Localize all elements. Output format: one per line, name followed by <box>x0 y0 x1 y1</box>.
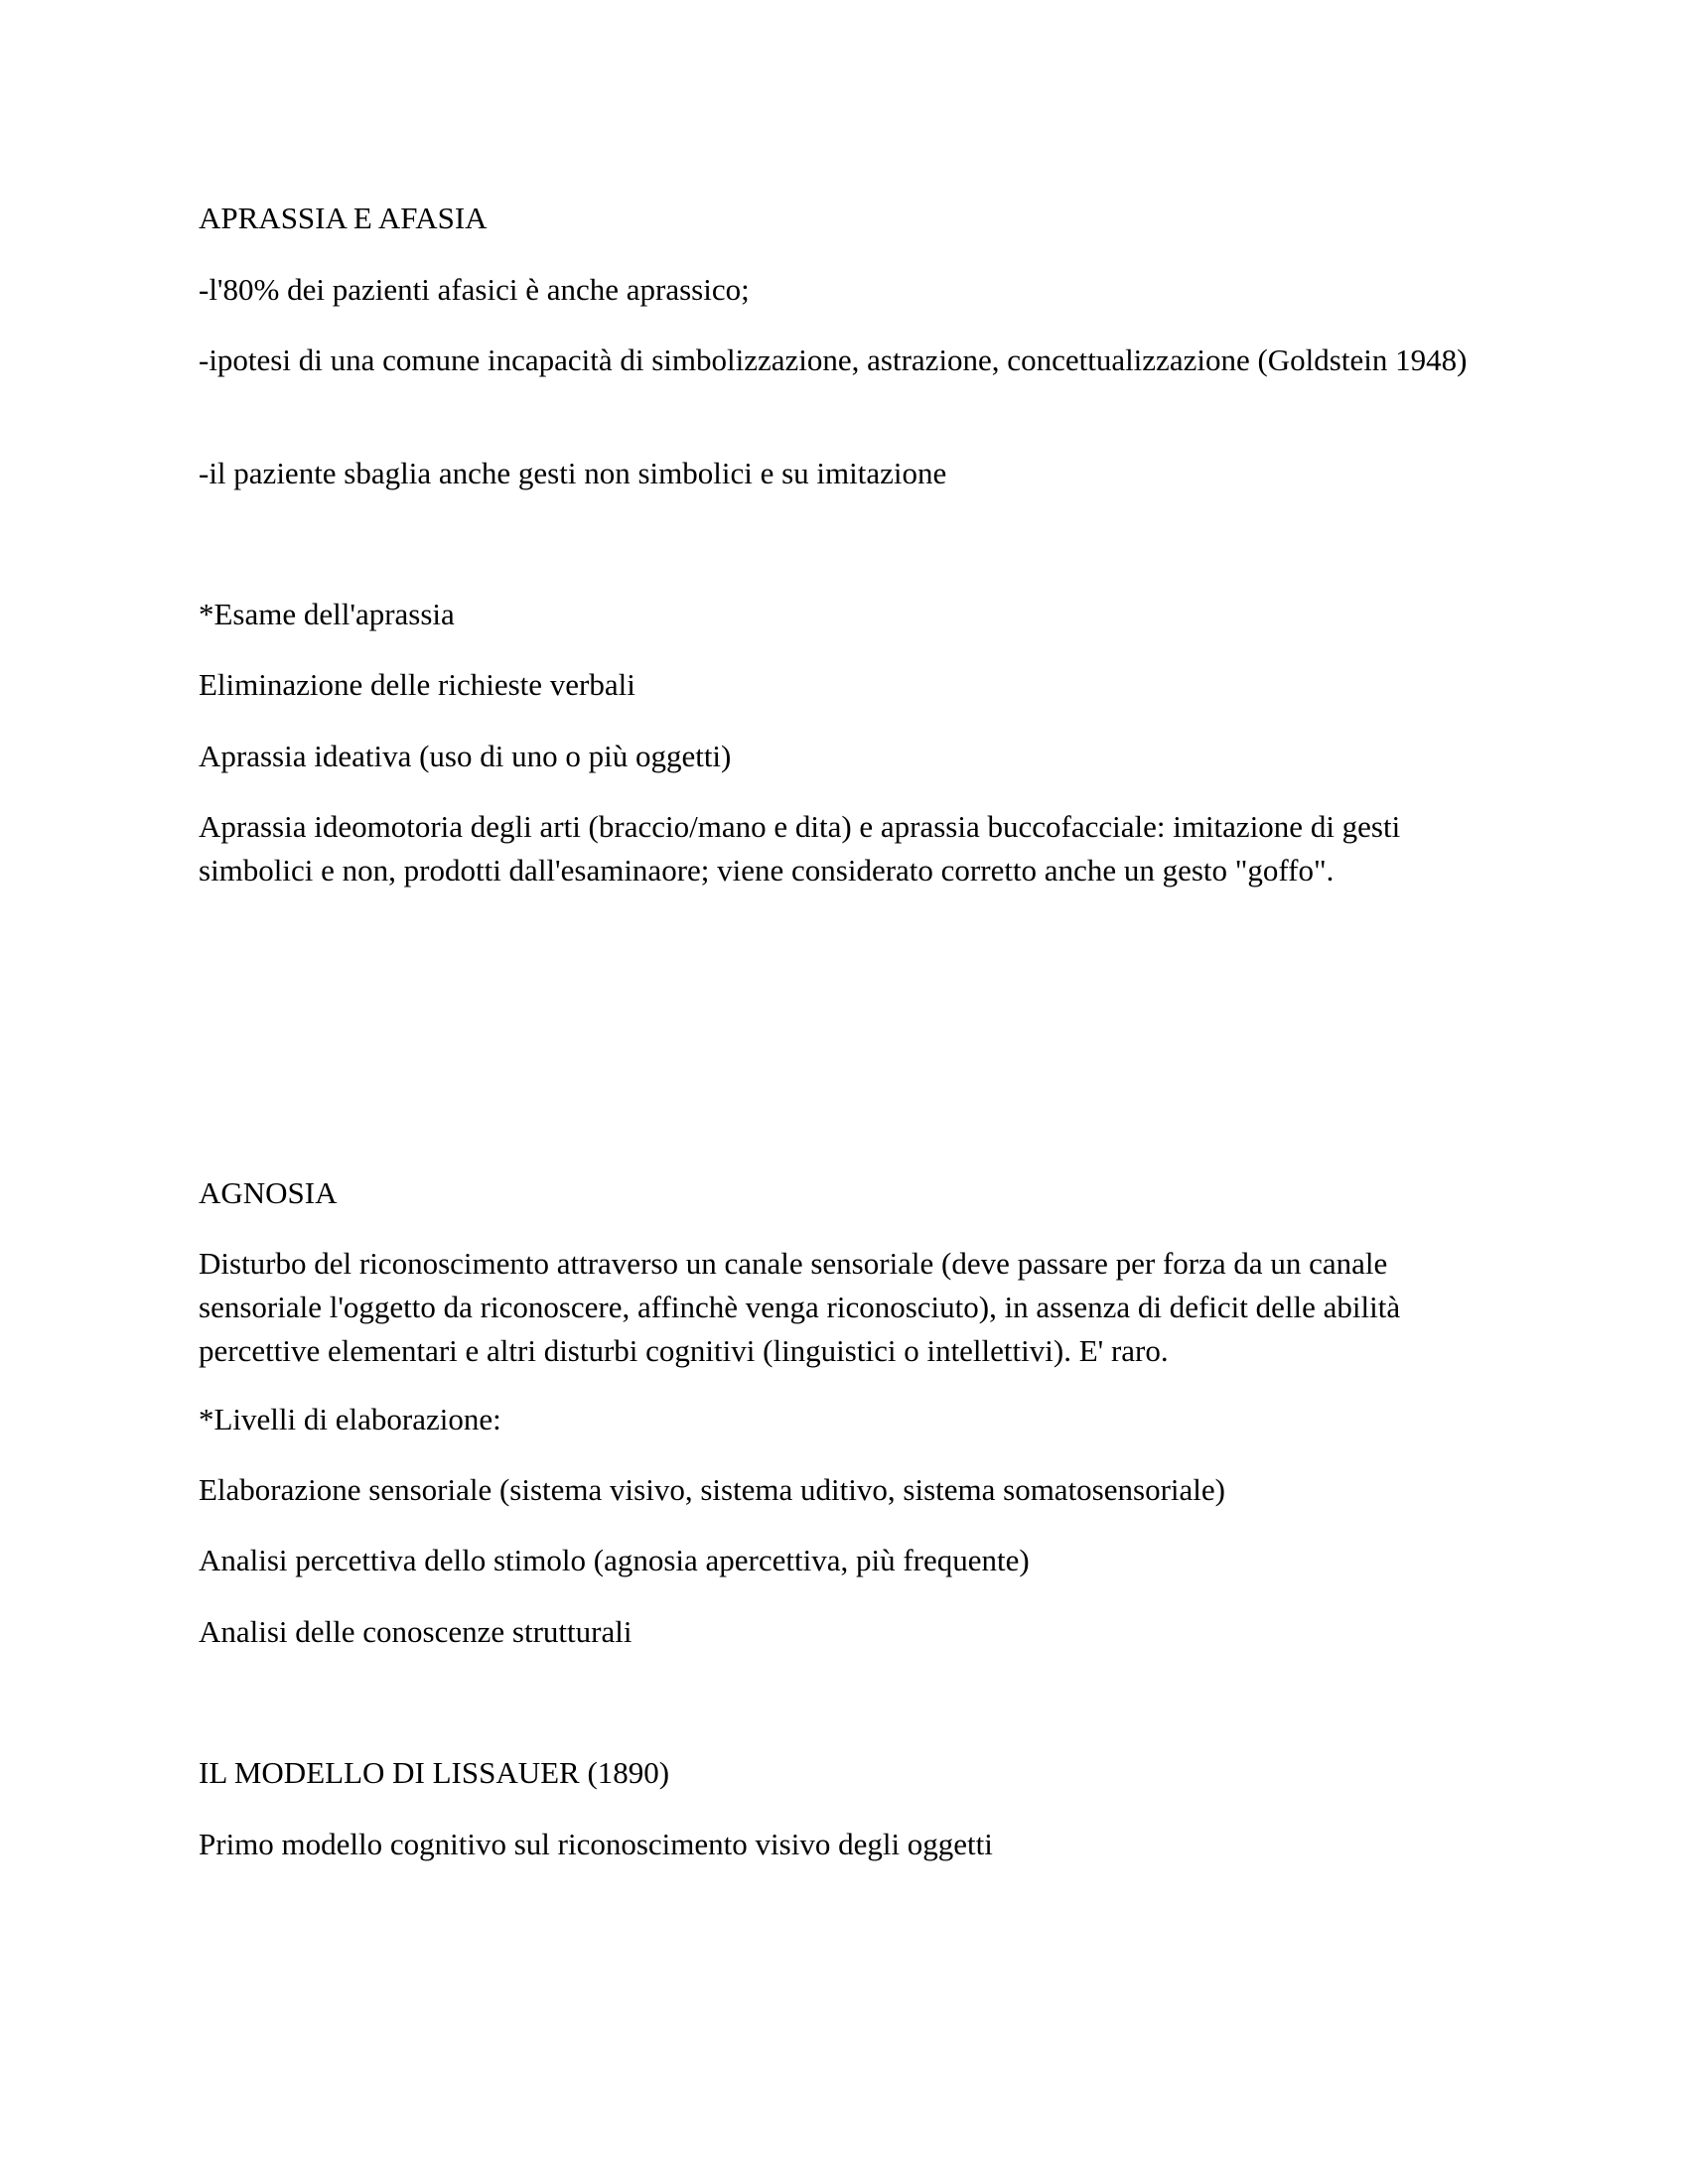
level-item: Elaborazione sensoriale (sistema visivo, sistema uditivo, sistema somatosensoriale) <box>199 1472 1225 1507</box>
level-item: Analisi delle conoscenze strutturali <box>199 1614 633 1649</box>
agnosia-paragraph: Disturbo del riconoscimento attraverso un canale sensoriale (deve passare per forza da un canale sensoriale l'oggetto da riconoscere, affinchè venga riconosciuto), in assenza di deficit delle abilità percettive elementari e altri disturbi cognitivi (linguistici o intellettivi). E' raro. <box>199 1246 1408 1368</box>
exam-item: Aprassia ideativa (uso di uno o più oggetti) <box>199 739 732 773</box>
section-heading-agnosia: AGNOSIA <box>199 1175 338 1210</box>
level-item: Analisi percettiva dello stimolo (agnosia apercettiva, più frequente) <box>199 1543 1030 1577</box>
bullet-item: -il paziente sbaglia anche gesti non simbolici e su imitazione <box>199 456 947 490</box>
exam-item: Aprassia ideomotoria degli arti (braccio/mano e dita) e aprassia buccofacciale: imitazione di gesti simbolici e non, prodotti dall'esaminaore; viene considerato corretto anche un gesto "goffo". <box>199 809 1408 887</box>
lissauer-paragraph: Primo modello cognitivo sul riconoscimento visivo degli oggetti <box>199 1827 993 1861</box>
levels-heading: *Livelli di elaborazione: <box>199 1402 501 1436</box>
exam-heading: *Esame dell'aprassia <box>199 597 455 631</box>
bullet-item: -ipotesi di una comune incapacità di simbolizzazione, astrazione, concettualizzazione (Goldstein 1948) <box>199 342 1468 377</box>
section-heading-aprassia-afasia: APRASSIA E AFASIA <box>199 201 488 235</box>
section-heading-lissauer: IL MODELLO DI LISSAUER (1890) <box>199 1755 670 1790</box>
bullet-item: -l'80% dei pazienti afasici è anche aprassico; <box>199 272 750 307</box>
exam-item: Eliminazione delle richieste verbali <box>199 667 635 702</box>
